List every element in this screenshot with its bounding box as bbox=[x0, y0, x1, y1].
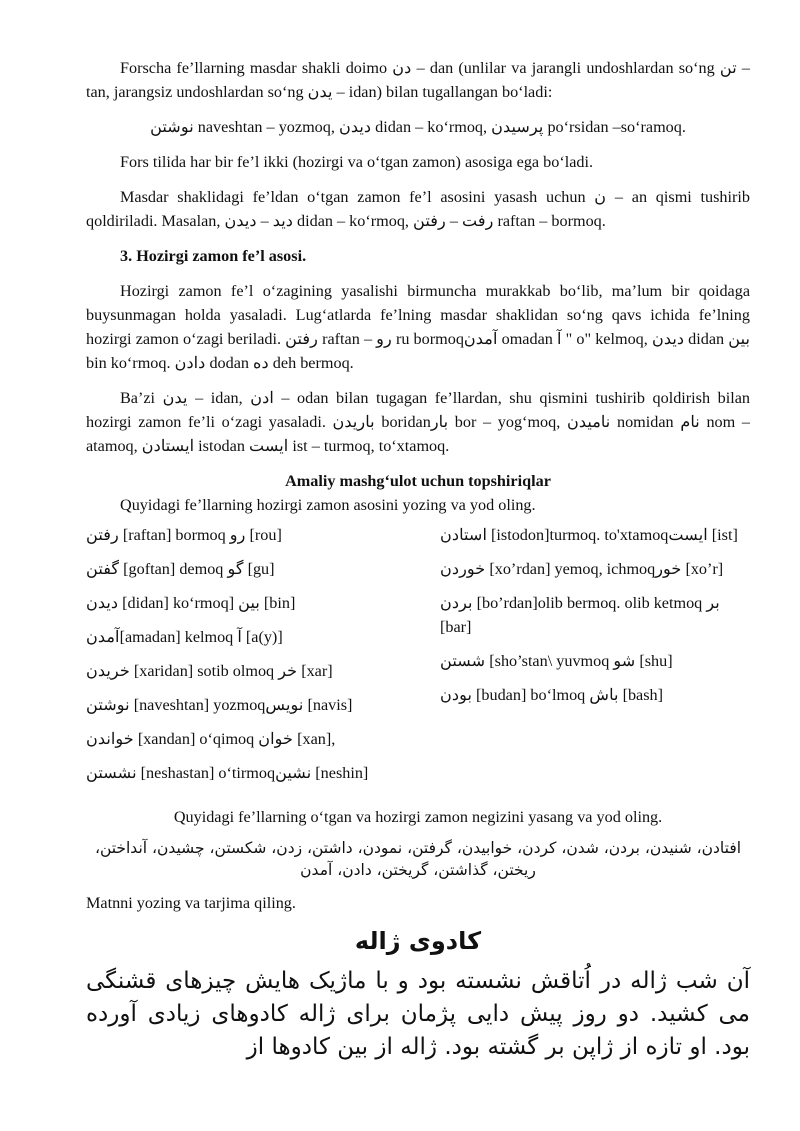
verb-list-left bbox=[86, 523, 426, 795]
intro-paragraph-1: Forscha fe’llarning masdar shakli doimo دن – dan (unlilar va jarangli undoshlardan so‘ng تن – tan, jarangsiz undoshlardan so‘ng یدن – idan) bilan tugallangan bo‘ladi: bbox=[86, 59, 750, 101]
verb-list-item: نشستن [neshastan] o‘tirmoqنشین [neshin] bbox=[86, 764, 369, 782]
verb-list-item: خوردن [xo’rdan] yemoq, ichmoqخور [xo’r] bbox=[440, 560, 724, 578]
verb-list-item: رفتن [raftan] bormoq رو [rou] bbox=[86, 526, 282, 544]
verb-list-item: استادن [istodon]turmoq. to'xtamoqایست [ist] bbox=[440, 526, 738, 544]
verb-list-right bbox=[440, 523, 750, 795]
task-3-instruction: Matnni yozing va tarjima qiling. bbox=[86, 894, 296, 912]
story-text: آن شب ژاله در اُتاقش نشسته بود و با ماژیک هایش چیزهای قشنگی می کشید. دو روز پیش دایی پژمان برای ژاله کادوهای زیادی آورده بود. او تازه از ژاپن بر گشته بود. ژاله از بین کادوها از bbox=[86, 968, 750, 1060]
task-2-title: Quyidagi fe’llarning o‘tgan va hozirgi zamon negizini yasang va yod oling. bbox=[173, 808, 663, 826]
verb-list-item: بردن [bo’rdan]olib bermoq. olib ketmoq بر [bar] bbox=[440, 594, 720, 636]
verb-list-item: گفتن [goftan] demoq گو [gu] bbox=[86, 560, 275, 578]
section-3-paragraph-1: Hozirgi zamon fe’l o‘zagining yasalishi birmuncha murakkab bo‘lib, ma’lum bir qoidaga buysunmagan holda yasaladi. Lug‘atlarda fe’lning masdar shaklidan so‘ng qavs ichida fe’lning hozirgi zamon o‘zagi beriladi. رفتن raftan – رو ru bormoqآمدن omadan آ " o" kelmoq, دیدن didan بین bin ko‘rmoq. دادن dodan ده deh bermoq. bbox=[86, 282, 750, 372]
example-line-1: نوشتن naveshtan – yozmoq, دیدن didan – ko‘rmoq, پرسیدن po‘rsidan –so‘ramoq. bbox=[150, 118, 686, 136]
verb-list-item: آمدن[amadan] kelmoq آ [a(y)] bbox=[86, 628, 283, 646]
section-3-paragraph-2: Ba’zi یدن – idan, ادن – odan bilan tugagan fe’llardan, shu qismini tushirib qoldirish bilan hozirgi zamon fe’li o‘zagi yasaladi. باریدن boridanبار bor – yog‘moq, نامیدن nomidan نام nom – atamoq, ایستادن istodan ایست ist – turmoq, to‘xtamoq. bbox=[86, 389, 751, 455]
verb-list-columns bbox=[86, 523, 750, 795]
verb-list-item: خریدن [xaridan] sotib olmoq خر [xar] bbox=[86, 662, 333, 680]
verb-list-item: بودن [budan] bo‘lmoq باش [bash] bbox=[440, 686, 664, 704]
task-1-subtitle: Quyidagi fe’llarning hozirgi zamon asosini yozing va yod oling. bbox=[120, 496, 536, 514]
story-title: کادوی ژاله bbox=[354, 927, 482, 955]
task-1-title: Amaliy mashg‘ulot uchun topshiriqlar bbox=[285, 472, 551, 490]
verb-list-item: شستن [sho’stan\ yuvmoq شو [shu] bbox=[440, 652, 673, 670]
section-3-heading: 3. Hozirgi zamon fe’l asosi. bbox=[120, 247, 307, 265]
verb-list-item: خواندن [xandan] o‘qimoq خوان [xan], bbox=[86, 730, 336, 748]
intro-paragraph-2: Fors tilida har bir fe’l ikki (hozirgi va o‘tgan zamon) asosiga ega bo‘ladi. bbox=[120, 153, 594, 171]
verb-list-item: نوشتن [naveshtan] yozmoqنویس [navis] bbox=[86, 696, 353, 714]
task-2-verb-list: افتادن، شنیدن، بردن، شدن، کردن، خوابیدن، گرفتن، نمودن، داشتن، زدن، شکستن، چشیدن، آنداختن، ریختن، گذاشتن، گریختن، دادن، آمدن bbox=[94, 839, 742, 879]
verb-list-item: دیدن [didan] ko‘rmoq] بین [bin] bbox=[86, 594, 296, 612]
document-page bbox=[86, 56, 750, 1064]
intro-paragraph-3: Masdar shaklidagi fe’ldan o‘tgan zamon fe’l asosini yasash uchun ن – an qismi tushirib qoldiriladi. Masalan, دید – دیدن didan – ko‘rmoq, رفت – رفتن raftan – bormoq. bbox=[86, 188, 750, 230]
